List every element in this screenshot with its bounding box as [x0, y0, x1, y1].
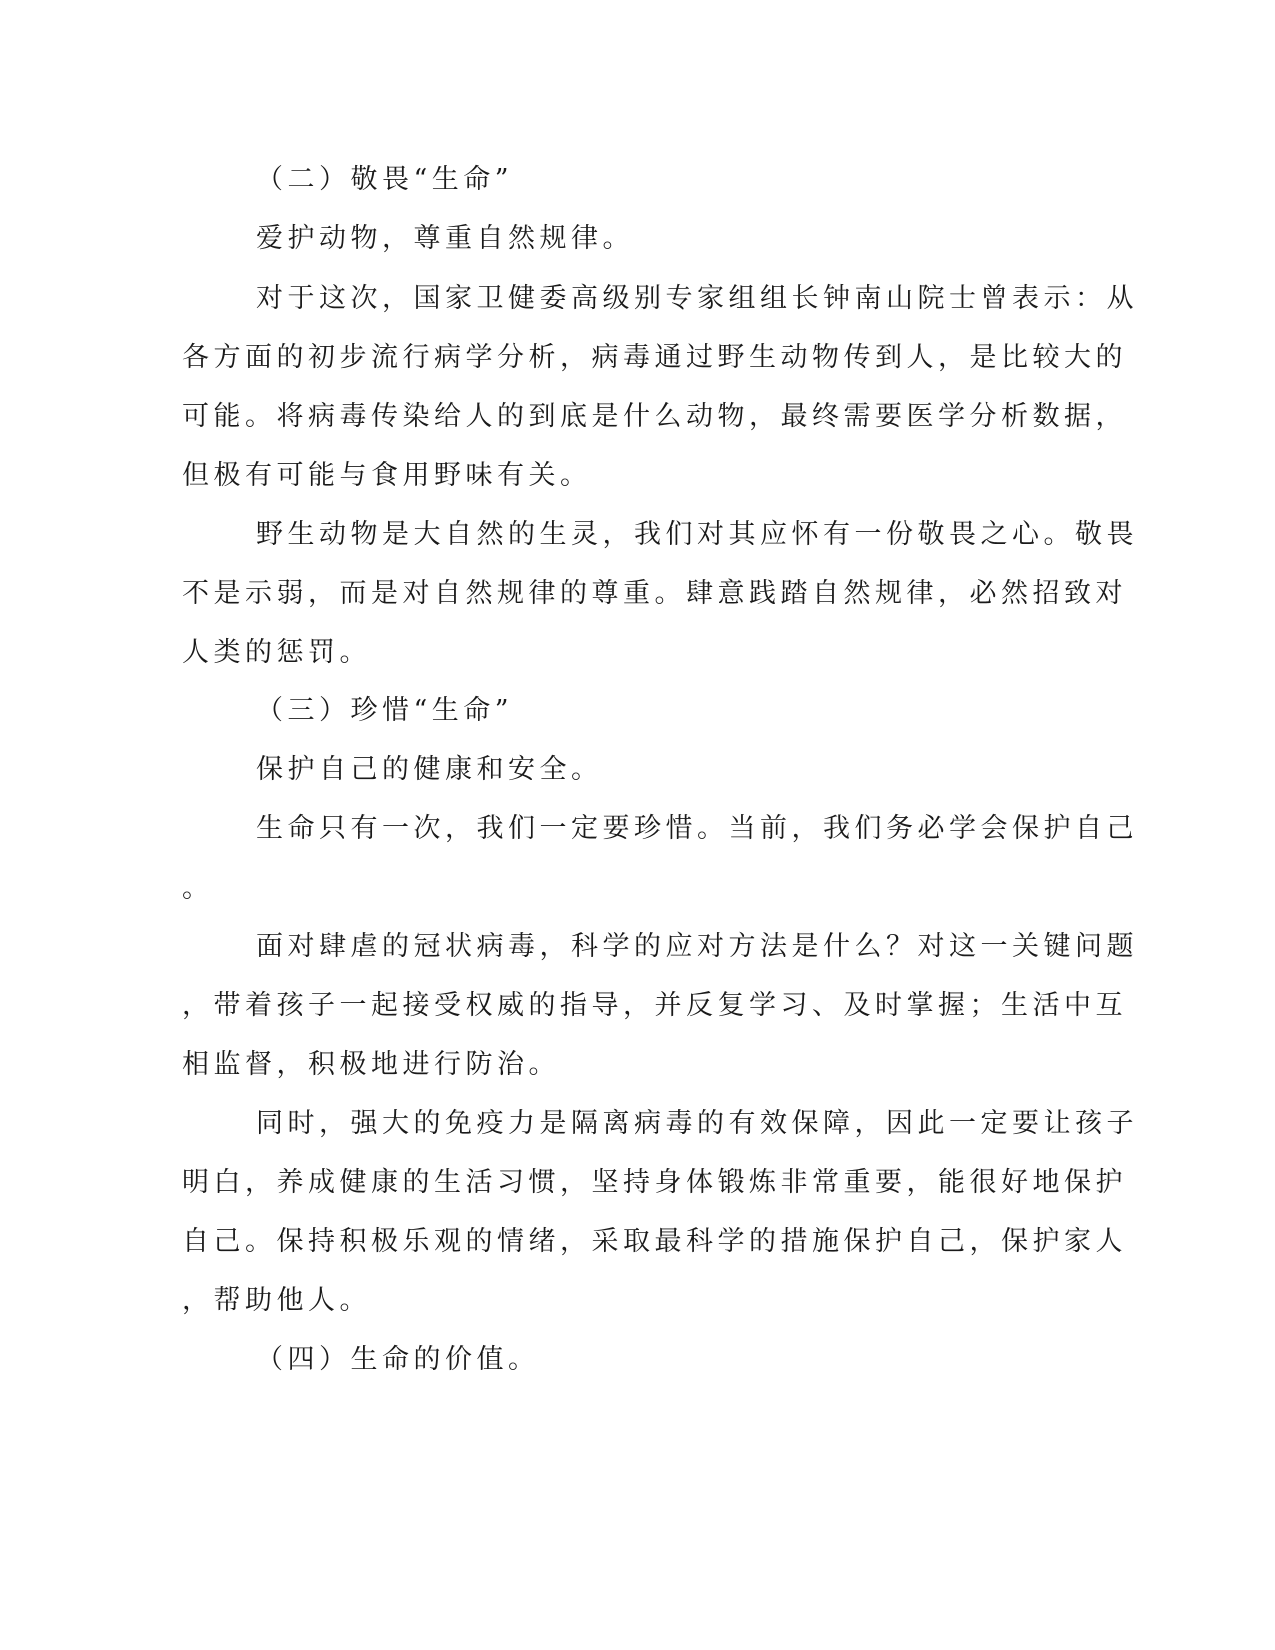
- paragraph-line: 保护自己的健康和安全。: [256, 754, 603, 785]
- section-heading-2: （二）敬畏“生命”: [256, 164, 514, 195]
- paragraph-line: 不是示弱，而是对自然规律的尊重。肆意践踏自然规律，必然招致对: [182, 578, 1127, 609]
- paragraph-line: ，带着孩子一起接受权威的指导，并反复学习、及时掌握；生活中互: [182, 990, 1127, 1021]
- paragraph-line: 同时，强大的免疫力是隔离病毒的有效保障，因此一定要让孩子: [256, 1108, 1138, 1139]
- paragraph-line: 。: [182, 873, 214, 904]
- section-heading-3: （三）珍惜“生命”: [256, 695, 514, 726]
- paragraph-line: 但极有可能与食用野味有关。: [182, 460, 592, 491]
- paragraph-line: 自己。保持积极乐观的情绪，采取最科学的措施保护自己，保护家人: [182, 1226, 1127, 1257]
- paragraph-line: ，帮助他人。: [182, 1285, 371, 1316]
- paragraph-line: 爱护动物，尊重自然规律。: [256, 223, 634, 254]
- paragraph-line: 对于这次，国家卫健委高级别专家组组长钟南山院士曾表示：从: [256, 283, 1138, 314]
- section-heading-4: （四）生命的价值。: [256, 1344, 540, 1375]
- paragraph-line: 各方面的初步流行病学分析，病毒通过野生动物传到人，是比较大的: [182, 342, 1127, 373]
- paragraph-line: 人类的惩罚。: [182, 637, 371, 668]
- paragraph-line: 明白，养成健康的生活习惯，坚持身体锻炼非常重要，能很好地保护: [182, 1167, 1127, 1198]
- paragraph-line: 面对肆虐的冠状病毒，科学的应对方法是什么？对这一关键问题: [256, 931, 1138, 962]
- paragraph-line: 可能。将病毒传染给人的到底是什么动物，最终需要医学分析数据，: [182, 401, 1127, 432]
- paragraph-line: 野生动物是大自然的生灵，我们对其应怀有一份敬畏之心。敬畏: [256, 519, 1138, 550]
- paragraph-line: 相监督，积极地进行防治。: [182, 1049, 560, 1080]
- paragraph-line: 生命只有一次，我们一定要珍惜。当前，我们务必学会保护自己: [256, 813, 1138, 844]
